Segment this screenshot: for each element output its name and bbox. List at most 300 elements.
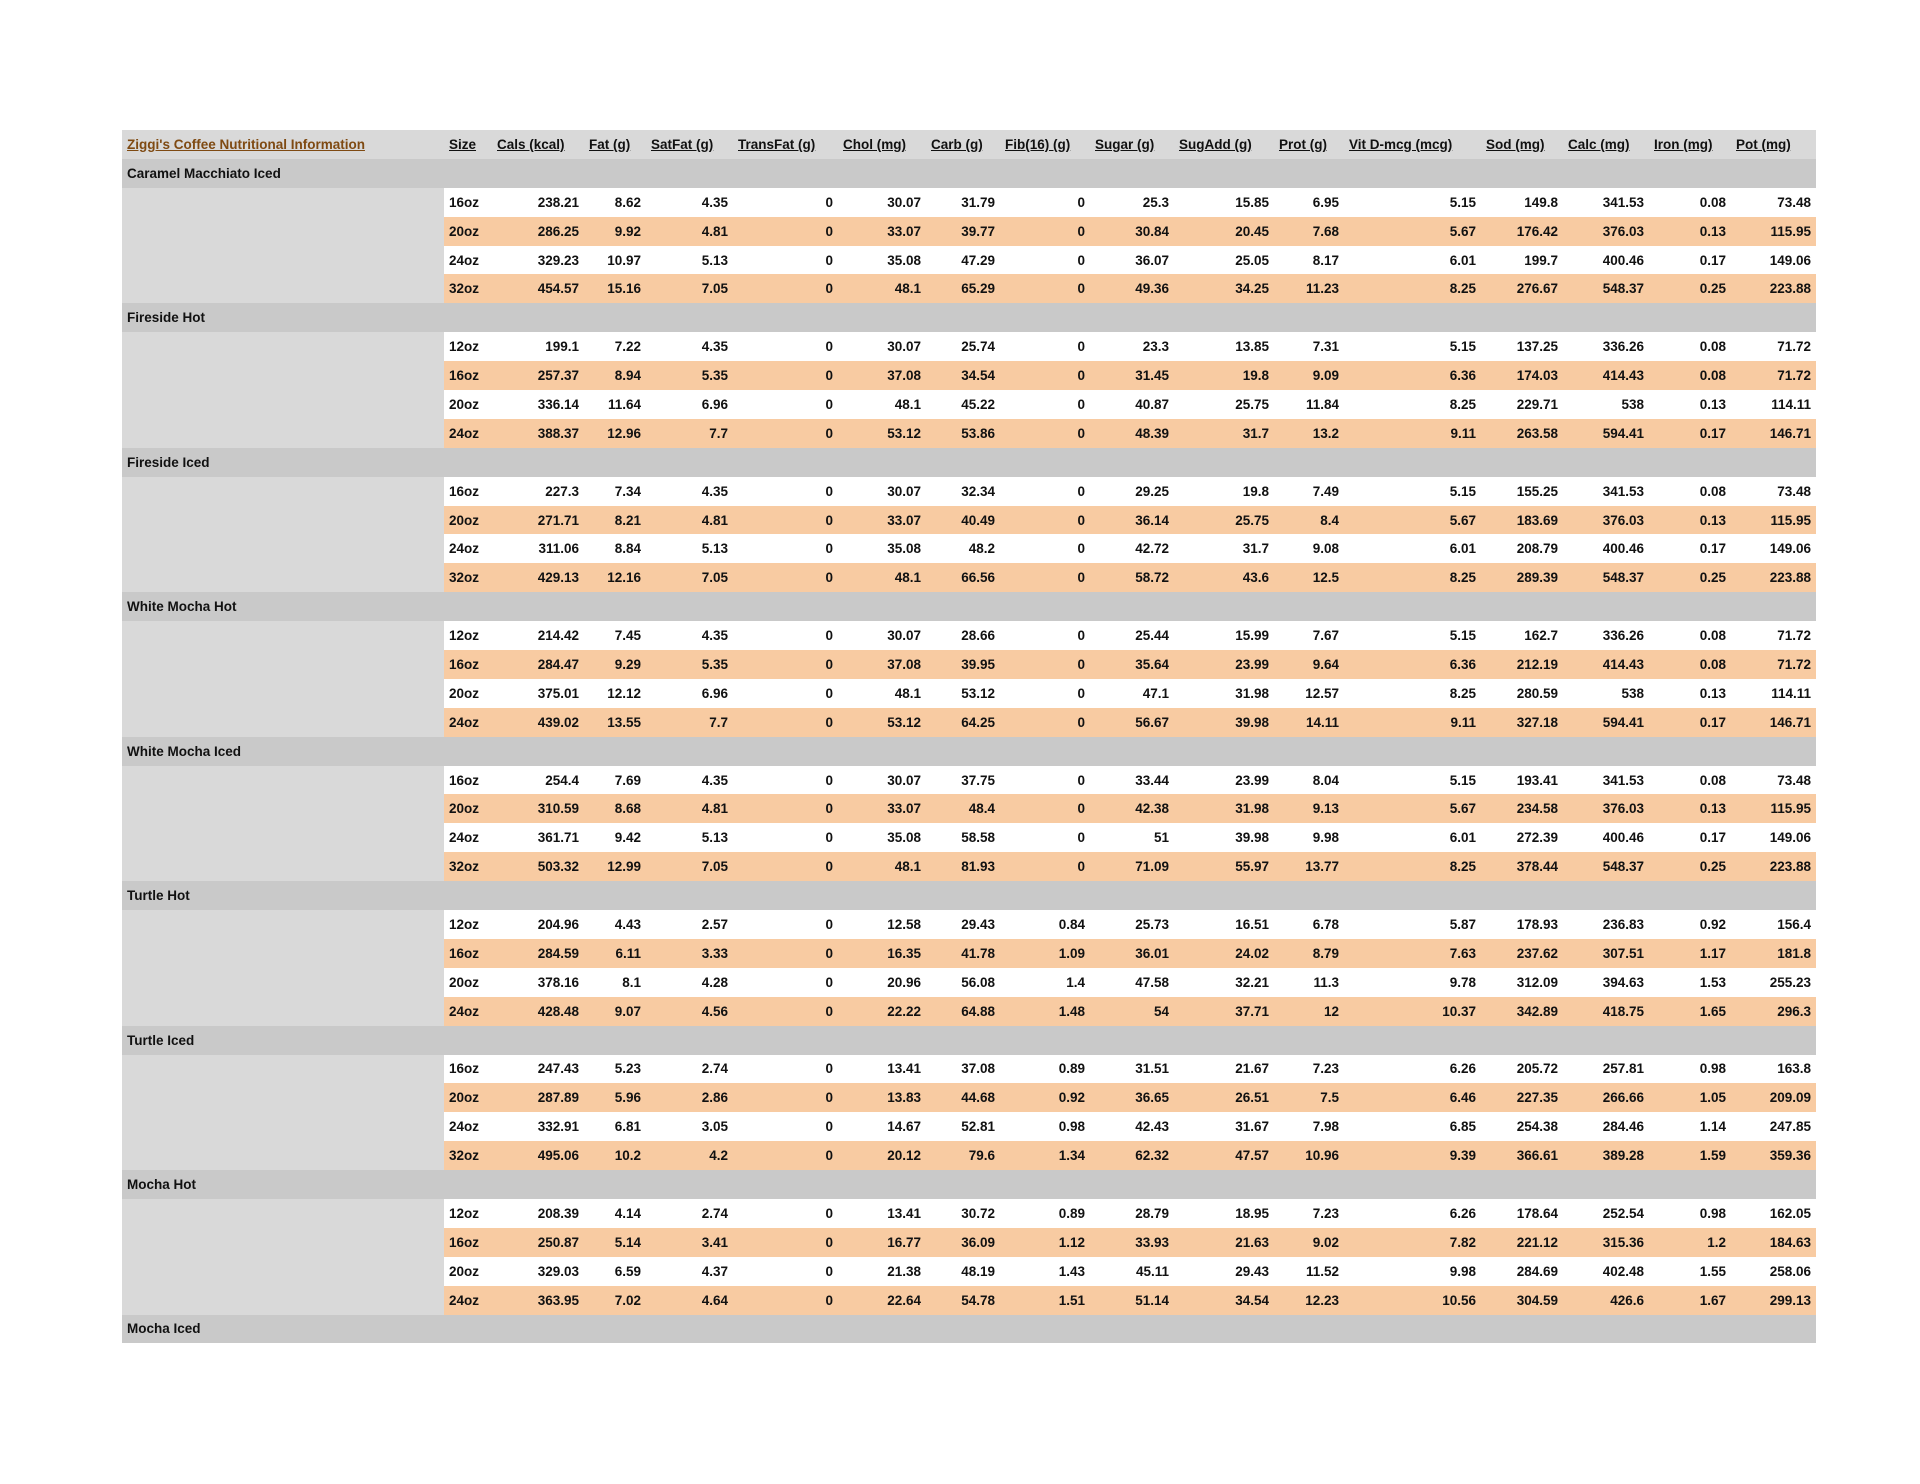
value-cell: 0 bbox=[733, 1199, 838, 1228]
value-cell: 4.56 bbox=[646, 997, 733, 1026]
value-cell: 327.18 bbox=[1481, 708, 1563, 737]
size-cell: 20oz bbox=[444, 794, 492, 823]
value-cell: 24.02 bbox=[1174, 939, 1274, 968]
col-header: Chol (mg) bbox=[838, 130, 926, 159]
value-cell: 115.95 bbox=[1731, 794, 1816, 823]
group-header-row bbox=[122, 1170, 1816, 1199]
value-cell: 0 bbox=[733, 852, 838, 881]
group-name: Mocha Iced bbox=[122, 1315, 1816, 1344]
value-cell: 336.14 bbox=[492, 390, 584, 419]
value-cell: 6.36 bbox=[1344, 650, 1481, 679]
value-cell: 199.7 bbox=[1481, 246, 1563, 275]
value-cell: 7.31 bbox=[1274, 332, 1344, 361]
table-row bbox=[122, 1228, 1816, 1257]
value-cell: 247.43 bbox=[492, 1055, 584, 1084]
value-cell: 9.78 bbox=[1344, 968, 1481, 997]
value-cell: 5.15 bbox=[1344, 332, 1481, 361]
table-row bbox=[122, 477, 1816, 506]
value-cell: 0.92 bbox=[1649, 910, 1731, 939]
value-cell: 33.07 bbox=[838, 506, 926, 535]
col-header: Calc (mg) bbox=[1563, 130, 1649, 159]
value-cell: 44.68 bbox=[926, 1083, 1000, 1112]
value-cell: 0 bbox=[1000, 766, 1090, 795]
value-cell: 0.17 bbox=[1649, 823, 1731, 852]
value-cell: 40.49 bbox=[926, 506, 1000, 535]
value-cell: 174.03 bbox=[1481, 361, 1563, 390]
value-cell: 23.99 bbox=[1174, 650, 1274, 679]
value-cell: 115.95 bbox=[1731, 506, 1816, 535]
value-cell: 388.37 bbox=[492, 419, 584, 448]
value-cell: 149.06 bbox=[1731, 823, 1816, 852]
size-cell: 32oz bbox=[444, 563, 492, 592]
value-cell: 263.58 bbox=[1481, 419, 1563, 448]
value-cell: 14.67 bbox=[838, 1112, 926, 1141]
value-cell: 8.25 bbox=[1344, 390, 1481, 419]
table-row bbox=[122, 1199, 1816, 1228]
value-cell: 9.39 bbox=[1344, 1141, 1481, 1170]
size-cell: 32oz bbox=[444, 852, 492, 881]
value-cell: 0.98 bbox=[1649, 1199, 1731, 1228]
value-cell: 149.06 bbox=[1731, 246, 1816, 275]
value-cell: 21.38 bbox=[838, 1257, 926, 1286]
value-cell: 25.75 bbox=[1174, 506, 1274, 535]
value-cell: 64.88 bbox=[926, 997, 1000, 1026]
value-cell: 0 bbox=[733, 390, 838, 419]
value-cell: 31.51 bbox=[1090, 1055, 1174, 1084]
value-cell: 7.05 bbox=[646, 852, 733, 881]
value-cell: 71.72 bbox=[1731, 650, 1816, 679]
table-row bbox=[122, 910, 1816, 939]
size-cell: 24oz bbox=[444, 997, 492, 1026]
group-name: Turtle Iced bbox=[122, 1026, 1816, 1055]
value-cell: 71.72 bbox=[1731, 361, 1816, 390]
nutrition-sheet bbox=[122, 130, 1816, 1343]
value-cell: 146.71 bbox=[1731, 708, 1816, 737]
value-cell: 0 bbox=[733, 1228, 838, 1257]
value-cell: 43.6 bbox=[1174, 563, 1274, 592]
value-cell: 31.45 bbox=[1090, 361, 1174, 390]
value-cell: 39.98 bbox=[1174, 823, 1274, 852]
value-cell: 39.95 bbox=[926, 650, 1000, 679]
value-cell: 250.87 bbox=[492, 1228, 584, 1257]
value-cell: 0.92 bbox=[1000, 1083, 1090, 1112]
value-cell: 34.54 bbox=[1174, 1286, 1274, 1315]
value-cell: 73.48 bbox=[1731, 766, 1816, 795]
value-cell: 39.98 bbox=[1174, 708, 1274, 737]
value-cell: 1.65 bbox=[1649, 997, 1731, 1026]
value-cell: 0 bbox=[1000, 679, 1090, 708]
value-cell: 18.95 bbox=[1174, 1199, 1274, 1228]
value-cell: 53.12 bbox=[838, 708, 926, 737]
value-cell: 48.2 bbox=[926, 534, 1000, 563]
table-row bbox=[122, 939, 1816, 968]
value-cell: 1.4 bbox=[1000, 968, 1090, 997]
value-cell: 71.09 bbox=[1090, 852, 1174, 881]
value-cell: 0 bbox=[733, 246, 838, 275]
row-spacer bbox=[122, 506, 444, 535]
value-cell: 16.51 bbox=[1174, 910, 1274, 939]
value-cell: 0 bbox=[1000, 419, 1090, 448]
value-cell: 181.8 bbox=[1731, 939, 1816, 968]
value-cell: 0.84 bbox=[1000, 910, 1090, 939]
value-cell: 71.72 bbox=[1731, 332, 1816, 361]
value-cell: 8.25 bbox=[1344, 563, 1481, 592]
value-cell: 280.59 bbox=[1481, 679, 1563, 708]
value-cell: 8.21 bbox=[584, 506, 646, 535]
header-row bbox=[122, 130, 1816, 159]
table-row bbox=[122, 621, 1816, 650]
value-cell: 11.52 bbox=[1274, 1257, 1344, 1286]
table-row bbox=[122, 997, 1816, 1026]
value-cell: 13.77 bbox=[1274, 852, 1344, 881]
value-cell: 538 bbox=[1563, 679, 1649, 708]
value-cell: 53.12 bbox=[838, 419, 926, 448]
value-cell: 0 bbox=[733, 939, 838, 968]
value-cell: 9.98 bbox=[1274, 823, 1344, 852]
value-cell: 32.34 bbox=[926, 477, 1000, 506]
value-cell: 247.85 bbox=[1731, 1112, 1816, 1141]
value-cell: 0 bbox=[1000, 332, 1090, 361]
value-cell: 5.87 bbox=[1344, 910, 1481, 939]
value-cell: 548.37 bbox=[1563, 563, 1649, 592]
value-cell: 1.12 bbox=[1000, 1228, 1090, 1257]
value-cell: 7.67 bbox=[1274, 621, 1344, 650]
table-row bbox=[122, 650, 1816, 679]
value-cell: 284.59 bbox=[492, 939, 584, 968]
value-cell: 155.25 bbox=[1481, 477, 1563, 506]
value-cell: 13.41 bbox=[838, 1055, 926, 1084]
value-cell: 48.1 bbox=[838, 563, 926, 592]
table-row bbox=[122, 1083, 1816, 1112]
value-cell: 8.25 bbox=[1344, 852, 1481, 881]
value-cell: 9.42 bbox=[584, 823, 646, 852]
value-cell: 296.3 bbox=[1731, 997, 1816, 1026]
value-cell: 15.85 bbox=[1174, 188, 1274, 217]
row-spacer bbox=[122, 997, 444, 1026]
value-cell: 5.67 bbox=[1344, 794, 1481, 823]
value-cell: 48.39 bbox=[1090, 419, 1174, 448]
value-cell: 1.2 bbox=[1649, 1228, 1731, 1257]
value-cell: 6.01 bbox=[1344, 246, 1481, 275]
value-cell: 8.25 bbox=[1344, 679, 1481, 708]
value-cell: 209.09 bbox=[1731, 1083, 1816, 1112]
value-cell: 3.05 bbox=[646, 1112, 733, 1141]
value-cell: 0 bbox=[733, 534, 838, 563]
value-cell: 9.07 bbox=[584, 997, 646, 1026]
value-cell: 0.25 bbox=[1649, 563, 1731, 592]
value-cell: 0.17 bbox=[1649, 419, 1731, 448]
group-header-row bbox=[122, 592, 1816, 621]
value-cell: 10.37 bbox=[1344, 997, 1481, 1026]
value-cell: 53.12 bbox=[926, 679, 1000, 708]
table-row bbox=[122, 1055, 1816, 1084]
value-cell: 0.89 bbox=[1000, 1055, 1090, 1084]
value-cell: 3.41 bbox=[646, 1228, 733, 1257]
value-cell: 156.4 bbox=[1731, 910, 1816, 939]
value-cell: 336.26 bbox=[1563, 332, 1649, 361]
col-header: SugAdd (g) bbox=[1174, 130, 1274, 159]
value-cell: 73.48 bbox=[1731, 188, 1816, 217]
value-cell: 48.1 bbox=[838, 679, 926, 708]
value-cell: 0 bbox=[1000, 852, 1090, 881]
value-cell: 31.7 bbox=[1174, 419, 1274, 448]
value-cell: 6.26 bbox=[1344, 1055, 1481, 1084]
value-cell: 49.36 bbox=[1090, 274, 1174, 303]
value-cell: 257.81 bbox=[1563, 1055, 1649, 1084]
value-cell: 454.57 bbox=[492, 274, 584, 303]
value-cell: 79.6 bbox=[926, 1141, 1000, 1170]
size-cell: 16oz bbox=[444, 477, 492, 506]
value-cell: 5.13 bbox=[646, 534, 733, 563]
value-cell: 35.08 bbox=[838, 823, 926, 852]
row-spacer bbox=[122, 1257, 444, 1286]
value-cell: 33.07 bbox=[838, 794, 926, 823]
table-row bbox=[122, 1141, 1816, 1170]
value-cell: 4.35 bbox=[646, 477, 733, 506]
group-header-row bbox=[122, 881, 1816, 910]
value-cell: 315.36 bbox=[1563, 1228, 1649, 1257]
value-cell: 394.63 bbox=[1563, 968, 1649, 997]
value-cell: 12.23 bbox=[1274, 1286, 1344, 1315]
value-cell: 12.57 bbox=[1274, 679, 1344, 708]
group-name: Turtle Hot bbox=[122, 881, 1816, 910]
value-cell: 47.57 bbox=[1174, 1141, 1274, 1170]
value-cell: 0.89 bbox=[1000, 1199, 1090, 1228]
value-cell: 272.39 bbox=[1481, 823, 1563, 852]
value-cell: 389.28 bbox=[1563, 1141, 1649, 1170]
value-cell: 10.56 bbox=[1344, 1286, 1481, 1315]
value-cell: 400.46 bbox=[1563, 246, 1649, 275]
row-spacer bbox=[122, 361, 444, 390]
value-cell: 5.23 bbox=[584, 1055, 646, 1084]
value-cell: 227.35 bbox=[1481, 1083, 1563, 1112]
value-cell: 0 bbox=[733, 361, 838, 390]
value-cell: 7.5 bbox=[1274, 1083, 1344, 1112]
value-cell: 36.14 bbox=[1090, 506, 1174, 535]
value-cell: 4.81 bbox=[646, 794, 733, 823]
value-cell: 414.43 bbox=[1563, 650, 1649, 679]
table-row bbox=[122, 1112, 1816, 1141]
value-cell: 0 bbox=[1000, 477, 1090, 506]
value-cell: 6.96 bbox=[646, 679, 733, 708]
value-cell: 35.08 bbox=[838, 246, 926, 275]
value-cell: 42.38 bbox=[1090, 794, 1174, 823]
value-cell: 548.37 bbox=[1563, 852, 1649, 881]
value-cell: 0 bbox=[733, 332, 838, 361]
value-cell: 25.74 bbox=[926, 332, 1000, 361]
table-row bbox=[122, 1286, 1816, 1315]
value-cell: 41.78 bbox=[926, 939, 1000, 968]
value-cell: 299.13 bbox=[1731, 1286, 1816, 1315]
value-cell: 9.02 bbox=[1274, 1228, 1344, 1257]
value-cell: 341.53 bbox=[1563, 188, 1649, 217]
value-cell: 137.25 bbox=[1481, 332, 1563, 361]
value-cell: 0 bbox=[733, 563, 838, 592]
value-cell: 254.4 bbox=[492, 766, 584, 795]
sheet-title: Ziggi's Coffee Nutritional Information bbox=[122, 130, 444, 159]
value-cell: 31.98 bbox=[1174, 679, 1274, 708]
value-cell: 4.43 bbox=[584, 910, 646, 939]
value-cell: 223.88 bbox=[1731, 563, 1816, 592]
value-cell: 146.71 bbox=[1731, 419, 1816, 448]
table-row bbox=[122, 766, 1816, 795]
group-name: Caramel Macchiato Iced bbox=[122, 159, 1816, 188]
row-spacer bbox=[122, 621, 444, 650]
value-cell: 58.58 bbox=[926, 823, 1000, 852]
value-cell: 25.44 bbox=[1090, 621, 1174, 650]
value-cell: 20.45 bbox=[1174, 217, 1274, 246]
value-cell: 7.05 bbox=[646, 274, 733, 303]
row-spacer bbox=[122, 477, 444, 506]
value-cell: 162.7 bbox=[1481, 621, 1563, 650]
value-cell: 10.2 bbox=[584, 1141, 646, 1170]
size-cell: 20oz bbox=[444, 968, 492, 997]
value-cell: 7.98 bbox=[1274, 1112, 1344, 1141]
value-cell: 287.89 bbox=[492, 1083, 584, 1112]
value-cell: 4.14 bbox=[584, 1199, 646, 1228]
value-cell: 9.64 bbox=[1274, 650, 1344, 679]
col-header: Size bbox=[444, 130, 492, 159]
col-header: Pot (mg) bbox=[1731, 130, 1816, 159]
value-cell: 162.05 bbox=[1731, 1199, 1816, 1228]
value-cell: 418.75 bbox=[1563, 997, 1649, 1026]
value-cell: 34.25 bbox=[1174, 274, 1274, 303]
size-cell: 16oz bbox=[444, 361, 492, 390]
value-cell: 0.25 bbox=[1649, 274, 1731, 303]
row-spacer bbox=[122, 823, 444, 852]
value-cell: 0 bbox=[733, 823, 838, 852]
value-cell: 37.08 bbox=[838, 361, 926, 390]
value-cell: 223.88 bbox=[1731, 274, 1816, 303]
value-cell: 439.02 bbox=[492, 708, 584, 737]
value-cell: 400.46 bbox=[1563, 823, 1649, 852]
value-cell: 284.46 bbox=[1563, 1112, 1649, 1141]
row-spacer bbox=[122, 1141, 444, 1170]
col-header: Iron (mg) bbox=[1649, 130, 1731, 159]
value-cell: 7.7 bbox=[646, 419, 733, 448]
value-cell: 0.13 bbox=[1649, 794, 1731, 823]
value-cell: 14.11 bbox=[1274, 708, 1344, 737]
value-cell: 25.05 bbox=[1174, 246, 1274, 275]
value-cell: 29.25 bbox=[1090, 477, 1174, 506]
value-cell: 53.86 bbox=[926, 419, 1000, 448]
value-cell: 5.15 bbox=[1344, 621, 1481, 650]
col-header: SatFat (g) bbox=[646, 130, 733, 159]
row-spacer bbox=[122, 794, 444, 823]
size-cell: 20oz bbox=[444, 390, 492, 419]
value-cell: 0.08 bbox=[1649, 361, 1731, 390]
value-cell: 12.99 bbox=[584, 852, 646, 881]
value-cell: 30.07 bbox=[838, 188, 926, 217]
value-cell: 5.67 bbox=[1344, 217, 1481, 246]
value-cell: 7.69 bbox=[584, 766, 646, 795]
value-cell: 0 bbox=[1000, 246, 1090, 275]
value-cell: 329.23 bbox=[492, 246, 584, 275]
value-cell: 12.5 bbox=[1274, 563, 1344, 592]
group-header-row bbox=[122, 448, 1816, 477]
value-cell: 214.42 bbox=[492, 621, 584, 650]
value-cell: 276.67 bbox=[1481, 274, 1563, 303]
value-cell: 6.01 bbox=[1344, 534, 1481, 563]
value-cell: 22.22 bbox=[838, 997, 926, 1026]
value-cell: 307.51 bbox=[1563, 939, 1649, 968]
value-cell: 212.19 bbox=[1481, 650, 1563, 679]
value-cell: 16.77 bbox=[838, 1228, 926, 1257]
size-cell: 24oz bbox=[444, 246, 492, 275]
value-cell: 254.38 bbox=[1481, 1112, 1563, 1141]
group-header-row bbox=[122, 737, 1816, 766]
value-cell: 73.48 bbox=[1731, 477, 1816, 506]
value-cell: 2.74 bbox=[646, 1055, 733, 1084]
value-cell: 32.21 bbox=[1174, 968, 1274, 997]
value-cell: 37.08 bbox=[926, 1055, 1000, 1084]
value-cell: 429.13 bbox=[492, 563, 584, 592]
value-cell: 1.48 bbox=[1000, 997, 1090, 1026]
row-spacer bbox=[122, 852, 444, 881]
group-header-row bbox=[122, 1315, 1816, 1344]
value-cell: 503.32 bbox=[492, 852, 584, 881]
value-cell: 36.09 bbox=[926, 1228, 1000, 1257]
value-cell: 6.46 bbox=[1344, 1083, 1481, 1112]
value-cell: 9.11 bbox=[1344, 419, 1481, 448]
group-name: Fireside Hot bbox=[122, 303, 1816, 332]
value-cell: 378.44 bbox=[1481, 852, 1563, 881]
value-cell: 0.13 bbox=[1649, 390, 1731, 419]
value-cell: 0 bbox=[733, 766, 838, 795]
value-cell: 205.72 bbox=[1481, 1055, 1563, 1084]
value-cell: 7.05 bbox=[646, 563, 733, 592]
size-cell: 12oz bbox=[444, 1199, 492, 1228]
row-spacer bbox=[122, 419, 444, 448]
value-cell: 0 bbox=[733, 1286, 838, 1315]
value-cell: 54 bbox=[1090, 997, 1174, 1026]
value-cell: 48.19 bbox=[926, 1257, 1000, 1286]
value-cell: 594.41 bbox=[1563, 708, 1649, 737]
value-cell: 30.07 bbox=[838, 766, 926, 795]
value-cell: 375.01 bbox=[492, 679, 584, 708]
value-cell: 193.41 bbox=[1481, 766, 1563, 795]
col-header: Sugar (g) bbox=[1090, 130, 1174, 159]
value-cell: 376.03 bbox=[1563, 217, 1649, 246]
table-row bbox=[122, 823, 1816, 852]
value-cell: 1.17 bbox=[1649, 939, 1731, 968]
value-cell: 23.3 bbox=[1090, 332, 1174, 361]
value-cell: 47.1 bbox=[1090, 679, 1174, 708]
value-cell: 0 bbox=[733, 968, 838, 997]
row-spacer bbox=[122, 939, 444, 968]
value-cell: 1.34 bbox=[1000, 1141, 1090, 1170]
size-cell: 24oz bbox=[444, 419, 492, 448]
value-cell: 9.92 bbox=[584, 217, 646, 246]
value-cell: 66.56 bbox=[926, 563, 1000, 592]
value-cell: 8.79 bbox=[1274, 939, 1344, 968]
value-cell: 402.48 bbox=[1563, 1257, 1649, 1286]
value-cell: 37.75 bbox=[926, 766, 1000, 795]
size-cell: 20oz bbox=[444, 1257, 492, 1286]
value-cell: 184.63 bbox=[1731, 1228, 1816, 1257]
size-cell: 24oz bbox=[444, 708, 492, 737]
value-cell: 329.03 bbox=[492, 1257, 584, 1286]
value-cell: 0 bbox=[733, 1257, 838, 1286]
value-cell: 312.09 bbox=[1481, 968, 1563, 997]
group-name: Mocha Hot bbox=[122, 1170, 1816, 1199]
value-cell: 48.1 bbox=[838, 390, 926, 419]
row-spacer bbox=[122, 534, 444, 563]
row-spacer bbox=[122, 1083, 444, 1112]
value-cell: 7.22 bbox=[584, 332, 646, 361]
col-header: Cals (kcal) bbox=[492, 130, 584, 159]
value-cell: 176.42 bbox=[1481, 217, 1563, 246]
